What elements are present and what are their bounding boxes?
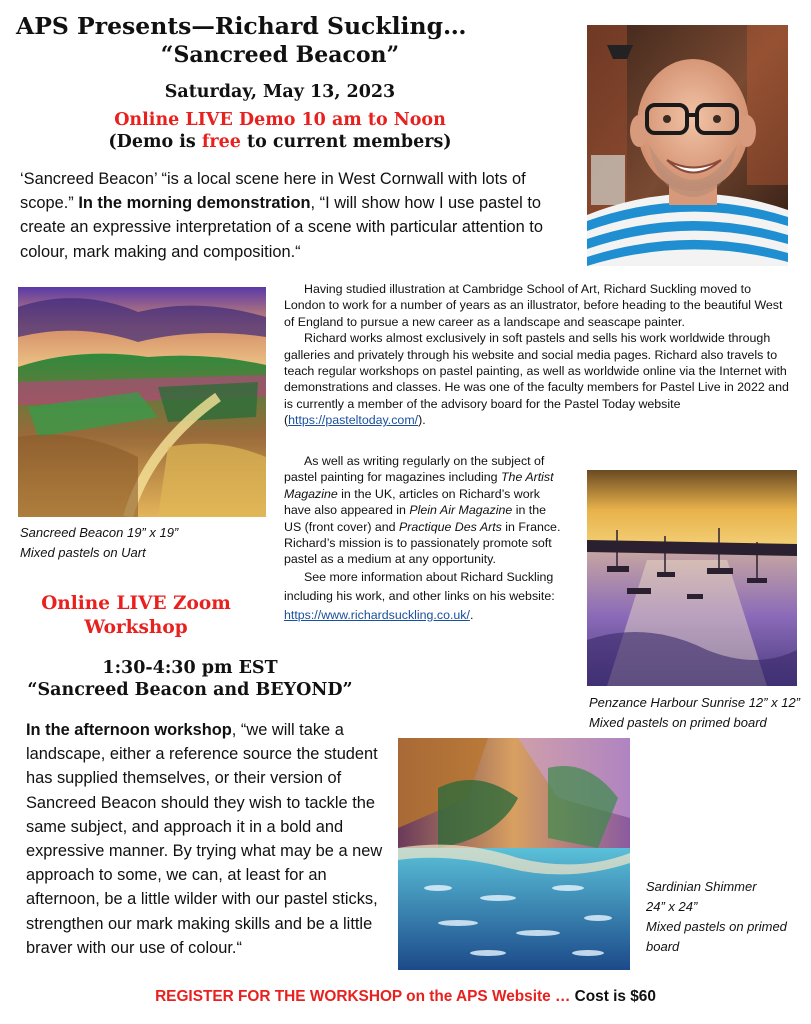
bio-p3-b: in the UK, articles on Richard’s work have also appeared in	[284, 486, 540, 518]
penzance-caption-line2: Mixed pastels on primed board	[589, 715, 767, 730]
sardinian-caption-line1: Sardinian Shimmer	[646, 879, 757, 894]
bio-p3-c: in the US (front cover) and	[284, 503, 547, 534]
free-note	[40, 130, 520, 154]
bio-paragraph-1: Having studied illustration at Cambridge School of Art, Richard Suckling moved to London to work for a number of years as an illustrator, before heading to the beautiful West of England to pursue a new career as a landscape and seascape painter.	[284, 282, 783, 329]
sardinian-caption-line3: Mixed pastels on primed board	[646, 919, 787, 954]
bio-p2-end: ).	[418, 413, 426, 428]
bio-p3-a: As well as writing regularly on the subject of pastel painting for magazines including	[284, 454, 545, 485]
penzance-harbour-painting	[587, 470, 797, 686]
register-text[interactable]: REGISTER FOR THE WORKSHOP on the APS Website …	[155, 988, 575, 1005]
workshop-text: , “we will take a landscape, either a reference source the student has supplied themselves, or their version of Sancreed Beacon should they wish to tackle the same subject, and approach it in a bold and expressive manner. By trying what may be a new approach to some, we can, at least for an afternoon, be a little wilder with our pastel sticks, strengthen our mark making skills and be a little braver with our use of colour.“	[26, 721, 383, 957]
workshop-heading-line2: Workshop	[84, 617, 188, 638]
cost-text: Cost is $60	[574, 988, 656, 1005]
bio-p4-end: .	[469, 607, 474, 622]
sardinian-shimmer-painting	[398, 738, 630, 970]
richardsuckling-link[interactable]: https://www.richardsuckling.co.uk/	[284, 607, 470, 622]
sancreed-caption-line2: Mixed pastels on Uart	[20, 545, 146, 560]
intro-paragraph	[20, 167, 550, 264]
artist-magazine: The Artist Magazine	[284, 470, 554, 501]
sancreed-beacon-painting	[18, 287, 266, 517]
workshop-title: “Sancreed Beacon and BEYOND”	[27, 680, 353, 700]
bio-paragraph-2	[284, 330, 794, 428]
event-date: Saturday, May 13, 2023	[164, 82, 396, 102]
register-line[interactable]	[0, 986, 811, 1008]
workshop-paragraph	[26, 718, 388, 960]
penzance-caption-line1: Penzance Harbour Sunrise 12” x 12”	[589, 695, 801, 710]
workshop-heading-line1: Online LIVE Zoom	[41, 593, 231, 614]
bio-paragraph-4	[284, 568, 566, 625]
bio-p4-text: See more information about Richard Suckling including his work, and other links on his website:	[284, 569, 555, 603]
demo-time: Online LIVE Demo 10 am to Noon	[114, 110, 446, 130]
bio-top	[284, 281, 794, 429]
penzance-caption	[589, 693, 809, 733]
bio-narrow	[284, 453, 566, 625]
workshop-bold: In the afternoon workshop	[26, 721, 232, 739]
intro-bold: In the morning demonstration	[78, 194, 311, 213]
sardinian-caption	[646, 877, 806, 957]
workshop-heading	[16, 592, 256, 640]
page-title: APS Presents—Richard Suckling…	[16, 12, 467, 40]
bio-paragraph-3	[284, 453, 566, 568]
demo-subtitle: “Sancreed Beacon”	[160, 42, 400, 68]
pasteltoday-link[interactable]: https://pasteltoday.com/	[288, 413, 419, 428]
bio-p2-text: Richard works almost exclusively in soft pastels and sells his work worldwide through galleries and privately through his website and social media pages. Richard also travels to teach regular workshops on pastel painting, as well as worldwide online via the Internet with demonstrations and classes. He was one of the faculty members for Pastel Live in 2022 and is currently a member of the advisory board for the Pastel Today website (	[284, 331, 789, 428]
intro-text-2: , “I will show how I use pastel to create an expressive interpretation of a scene with particular attention to colour, mark making and composition.“	[20, 194, 543, 261]
sardinian-caption-line2: 24” x 24”	[646, 899, 698, 914]
plein-air-magazine: Plein Air Magazine	[409, 503, 513, 518]
free-note-pre: (Demo is	[108, 132, 202, 152]
portrait-photo	[587, 25, 788, 266]
sancreed-caption	[20, 523, 270, 563]
intro-text-1: ‘Sancreed Beacon’ “is a local scene here in West Cornwall with lots of scope.”	[20, 170, 526, 213]
bio-p3-d: in France. Richard’s mission is to passionately promote soft pastel as a medium at any opportunity.	[284, 519, 561, 567]
sancreed-caption-line1: Sancreed Beacon 19” x 19”	[20, 525, 179, 540]
free-note-post: to current members)	[240, 132, 452, 152]
free-word: free	[201, 132, 241, 152]
workshop-time: 1:30-4:30 pm EST	[102, 658, 278, 678]
practique-des-arts: Practique Des Arts	[399, 519, 502, 534]
